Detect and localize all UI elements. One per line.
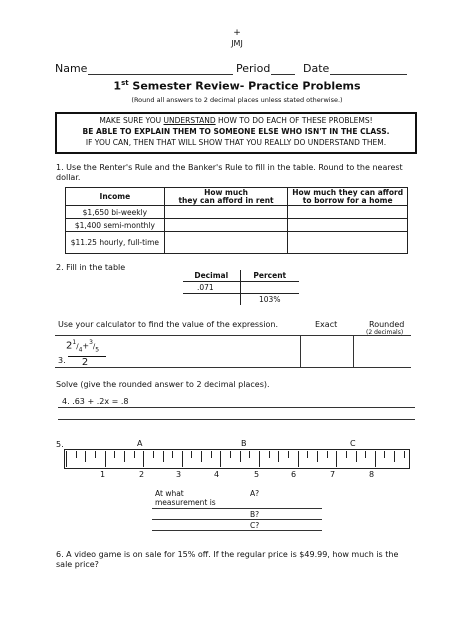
- q1-header-rent: How much they can afford in rent: [164, 188, 288, 206]
- q3-denominator: 2: [81, 357, 89, 369]
- ruler-tick: [375, 451, 376, 467]
- q1-income-cell: $11.25 hourly, full-time: [66, 232, 165, 254]
- q2-percent-cell: 103%: [240, 293, 299, 305]
- q5-answer-a-label: A?: [250, 489, 260, 498]
- q3-top-rule: [55, 335, 411, 336]
- ruler-tick: [95, 451, 96, 458]
- q3-expression: [66, 337, 112, 368]
- ruler-label-b: B: [241, 439, 247, 448]
- ruler-tick: [143, 451, 144, 467]
- page-title: 1st Semester Review- Practice Problems: [113, 79, 361, 93]
- ruler-tick: [240, 451, 241, 462]
- q2-header-percent: Percent: [240, 270, 299, 281]
- ruler-tick: [220, 451, 221, 467]
- period-label: Period: [236, 62, 271, 75]
- ruler-number: 4: [214, 470, 220, 479]
- q5-answer-line[interactable]: [152, 519, 322, 520]
- ruler-number: 5: [254, 470, 260, 479]
- q3-instruction: Use your calculator to find the value of the expression.: [58, 320, 278, 329]
- ruler-tick: [288, 451, 289, 458]
- q4-answer-line[interactable]: [58, 419, 415, 420]
- q3-divider: [353, 335, 354, 367]
- q3-divider: [300, 335, 301, 367]
- q2-header-decimal: Decimal: [183, 270, 240, 281]
- ruler-number: 7: [330, 470, 336, 479]
- q1-rent-answer[interactable]: [164, 232, 288, 254]
- ruler: [64, 449, 410, 469]
- ruler-tick: [114, 451, 115, 458]
- q3-rounded-answer[interactable]: [355, 337, 410, 366]
- ruler-tick: [230, 451, 231, 458]
- q1-income-cell: $1,650 bi-weekly: [66, 206, 165, 219]
- q2-table: [183, 270, 299, 305]
- q5-number: 5.: [56, 440, 64, 449]
- name-label: Name: [55, 62, 88, 75]
- ruler-tick: [85, 451, 86, 462]
- ruler-tick: [307, 451, 308, 458]
- ruler-tick: [134, 451, 135, 458]
- q1-borrow-answer[interactable]: [288, 219, 408, 232]
- q5-prompt: At what measurement is: [155, 489, 216, 507]
- ruler-tick: [249, 451, 250, 458]
- notice-box: [55, 112, 417, 154]
- q5-answer-line[interactable]: [152, 508, 322, 509]
- ruler-label-c: C: [350, 439, 356, 448]
- q1-header-borrow: How much they can afford to borrow for a home: [288, 188, 408, 206]
- q4-instruction: Solve (give the rounded answer to 2 decimal places).: [56, 380, 270, 389]
- q3-exact-answer[interactable]: [302, 337, 352, 366]
- q2-decimal-answer[interactable]: [183, 293, 240, 305]
- q1-header-income: Income: [66, 188, 165, 206]
- ruler-tick: [317, 451, 318, 462]
- q3-rounded-note: (2 decimals): [366, 329, 404, 336]
- date-blank[interactable]: [330, 74, 407, 75]
- notice-line-3: IF YOU CAN, THEN THAT WILL SHOW THAT YOU REALLY DO UNDERSTAND THEM.: [85, 138, 387, 147]
- ruler-tick: [201, 451, 202, 462]
- q4-answer-line[interactable]: [58, 407, 415, 408]
- q3-number: 3.: [58, 356, 66, 365]
- question-6-text: 6. A video game is on sale for 15% off. If the regular price is $49.99, how much is the sale price?: [56, 550, 399, 569]
- q3-numerator: $2^1/_4+^3/_5$: [66, 339, 100, 354]
- cross-mark: +: [233, 28, 241, 38]
- q1-borrow-answer[interactable]: [288, 206, 408, 219]
- ruler-tick: [124, 451, 125, 462]
- q1-income-cell: $1,400 semi-monthly: [66, 219, 165, 232]
- ruler-number: 8: [369, 470, 375, 479]
- ruler-tick: [191, 451, 192, 458]
- ruler-tick: [278, 451, 279, 462]
- question-1-text: 1. Use the Renter's Rule and the Banker's Rule to fill in the table. Round to the nearest dollar.: [56, 163, 403, 182]
- ruler-tick: [259, 451, 260, 467]
- ruler-tick: [105, 451, 106, 467]
- q1-rent-answer[interactable]: [164, 206, 288, 219]
- ruler-tick: [172, 451, 173, 458]
- question-2-text: 2. Fill in the table: [56, 263, 126, 272]
- ruler-tick: [182, 451, 183, 467]
- ruler-tick: [163, 451, 164, 462]
- ruler-label-a: A: [137, 439, 143, 448]
- period-blank[interactable]: [271, 74, 295, 75]
- q1-borrow-answer[interactable]: [288, 232, 408, 254]
- q5-answer-b-label: B?: [250, 510, 260, 519]
- notice-line-2: BE ABLE TO EXPLAIN THEM TO SOMEONE ELSE WHO ISN'T IN THE CLASS.: [82, 127, 390, 136]
- ruler-tick: [298, 451, 299, 467]
- q2-decimal-cell: .071: [183, 281, 240, 293]
- ruler-number: 3: [176, 470, 182, 479]
- ruler-tick: [327, 451, 328, 458]
- ruler-tick: [384, 451, 385, 458]
- ruler-tick: [346, 451, 347, 458]
- q3-rounded-header: Rounded: [369, 320, 405, 329]
- q5-answer-line[interactable]: [152, 530, 322, 531]
- ruler-tick: [336, 451, 337, 467]
- ruler-number: 1: [100, 470, 106, 479]
- q5-answer-c-label: C?: [250, 521, 260, 530]
- ruler-tick: [394, 451, 395, 462]
- q1-rent-answer[interactable]: [164, 219, 288, 232]
- ruler-tick: [211, 451, 212, 458]
- date-label: Date: [303, 62, 330, 75]
- initials: JMJ: [231, 39, 243, 48]
- ruler-tick: [365, 451, 366, 458]
- notice-line-1: MAKE SURE YOU UNDERSTAND HOW TO DO EACH OF THESE PROBLEMS!: [99, 116, 373, 125]
- ruler-number: 2: [139, 470, 145, 479]
- ruler-number: 6: [291, 470, 297, 479]
- q1-table: [65, 187, 408, 254]
- ruler-tick: [76, 451, 77, 458]
- subtitle: (Round all answers to 2 decimal places unless stated otherwise.): [131, 96, 343, 104]
- q2-percent-answer[interactable]: [240, 281, 299, 293]
- q3-exact-header: Exact: [315, 320, 338, 329]
- ruler-tick: [404, 451, 405, 458]
- name-blank[interactable]: [88, 74, 233, 75]
- ruler-tick: [66, 451, 67, 467]
- ruler-tick: [153, 451, 154, 458]
- ruler-tick: [356, 451, 357, 462]
- ruler-tick: [269, 451, 270, 458]
- q4-equation: 4. .63 + .2x = .8: [62, 397, 129, 406]
